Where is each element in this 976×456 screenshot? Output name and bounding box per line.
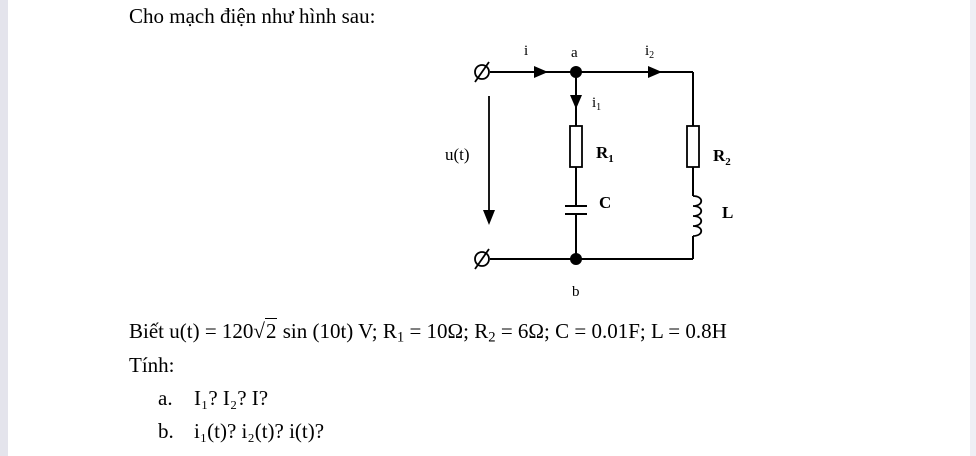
resistor-r1 (570, 126, 582, 167)
inductor-l (693, 196, 701, 236)
voltage-arrow (483, 96, 495, 225)
current-i1-label: $i_1$ (592, 95, 602, 113)
node-a-label: a (571, 45, 578, 61)
current-i2-label: $i_2$ (645, 43, 655, 61)
task-item-b: b. i₁(t)? i₂(t)? i(t)? (158, 419, 325, 443)
branch-r1-c (565, 72, 587, 259)
sqrt-symbol: √2 (253, 319, 277, 343)
l-label: L (722, 203, 734, 222)
current-i1-arrow (570, 95, 582, 109)
terminal-bottom (475, 249, 489, 269)
current-i-label: i (524, 43, 529, 59)
current-i2-arrow (648, 66, 662, 78)
intro-text: Cho mạch điện như hình sau: (129, 4, 376, 28)
task-item-a: a. I₁? I₂? I? (158, 386, 269, 410)
resistor-r2 (687, 126, 699, 167)
source-label: u(t) (445, 145, 470, 164)
r1-label: $R_1$ (596, 143, 614, 165)
node-a-dot (570, 66, 582, 78)
current-i-arrow (534, 66, 548, 78)
node-b-label: b (572, 284, 580, 300)
branch-r2-l (687, 72, 701, 259)
task-label: Tính: (129, 353, 175, 377)
terminal-top (475, 62, 489, 82)
c-label: C (599, 193, 612, 212)
top-wire (490, 66, 693, 78)
r2-label: $R_2$ (713, 146, 731, 168)
node-b-dot (570, 253, 582, 265)
given-values: Biết u(t) = 120√2 sin (10t) V; $R_1 = 10\Omega$; $R_2 = 6\Omega$; C = 0.01F; L = 0.8H (129, 319, 727, 346)
